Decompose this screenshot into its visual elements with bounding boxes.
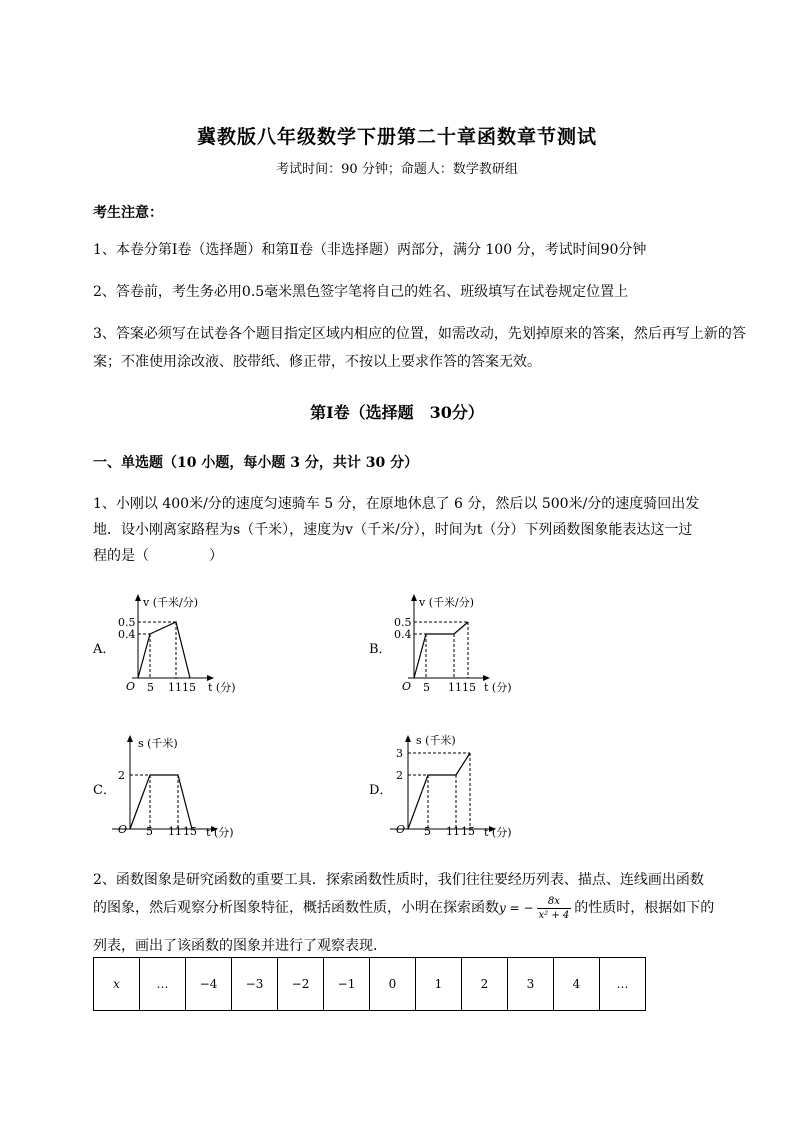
option-a-ytick-1: 0.5: [118, 616, 136, 629]
option-a-label: A．: [93, 642, 116, 657]
option-d-ytick-2: 2: [396, 769, 403, 782]
exam-info: 考试时间：90 分钟；命题人：数学教研组: [276, 162, 518, 177]
table-cell: …: [600, 958, 646, 1011]
option-a-xtick-3: 15: [182, 681, 196, 694]
table-cell: −1: [324, 958, 370, 1011]
formula-lhs: y = −: [499, 901, 534, 915]
option-d-ytick-1: 3: [396, 747, 403, 760]
option-d-ylabel: s (千米): [416, 734, 456, 747]
option-d-xlabel: t (分): [484, 826, 512, 839]
option-c-ytick-1: 2: [118, 769, 125, 782]
option-c-xlabel: t (分): [206, 826, 234, 839]
q1-line-1: 1、小刚以 400米/分的速度匀速骑车 5 分，在原地休息了 6 分，然后以 500米/分的速度骑回出发: [93, 496, 700, 512]
table-cell: −3: [232, 958, 278, 1011]
option-c-xtick-2: 11: [168, 825, 182, 838]
option-c-ylabel: s (千米): [138, 737, 178, 750]
q1-line-2: 地．设小刚离家路程为s（千米），速度为v（千米/分），时间为t（分）下列函数图象能表达这一过: [93, 522, 693, 538]
option-b-origin: O: [402, 680, 412, 693]
section-title: 第Ⅰ卷（选择题 30分）: [310, 403, 484, 422]
table-cell: 4: [554, 958, 600, 1011]
option-b-xlabel: t (分): [484, 681, 512, 694]
option-d-xtick-3: 15: [461, 825, 475, 838]
option-b-xtick-3: 15: [462, 681, 476, 694]
option-a-origin: O: [126, 680, 136, 693]
table-cell: 0: [370, 958, 416, 1011]
option-c-xtick-3: 15: [183, 825, 197, 838]
option-d-label: D．: [369, 783, 393, 798]
table-cell: −2: [278, 958, 324, 1011]
option-b-ylabel: v (千米/分): [419, 596, 474, 609]
option-a-xtick-1: 5: [147, 681, 154, 694]
table-cell: 2: [462, 958, 508, 1011]
option-d-graph: [384, 733, 530, 839]
option-c-origin: O: [118, 823, 128, 836]
q2-line-2-pre: 的图象，然后观察分析图象特征，概括函数性质，小明在探索函数: [93, 900, 499, 916]
option-d-xtick-2: 11: [446, 825, 460, 838]
notice-item-1: 1、本卷分第Ⅰ卷（选择题）和第Ⅱ卷（非选择题）两部分，满分 100 分，考试时间90分钟: [93, 242, 647, 258]
formula-numerator: 8x: [537, 895, 572, 909]
value-table: [93, 957, 646, 1011]
option-c-graph: [106, 733, 252, 839]
option-b-graph: [394, 592, 526, 696]
q2-line-2-post: 的性质时，根据如下的: [574, 900, 715, 916]
table-cell: …: [140, 958, 186, 1011]
q1-line-3: [93, 542, 753, 570]
option-a-graph: [118, 592, 248, 696]
option-d-origin: O: [396, 823, 406, 836]
option-a-xlabel: t (分): [208, 681, 236, 694]
q1-line-3-end: ）: [209, 548, 223, 564]
option-d-xtick-1: 5: [424, 825, 431, 838]
option-b-ytick-2: 0.4: [394, 628, 412, 641]
q2-line-3: 列表，画出了该函数的图象并进行了观察表现．: [93, 938, 387, 954]
q1-line-3-text: 程的是（: [93, 548, 149, 564]
option-b-ytick-1: 0.5: [394, 616, 412, 629]
table-cell: 3: [508, 958, 554, 1011]
table-cell: 1: [416, 958, 462, 1011]
page-title: 冀教版八年级数学下册第二十章函数章节测试: [196, 126, 597, 148]
part-heading: 一、单选题（10 小题，每小题 3 分，共计 30 分）: [93, 455, 419, 471]
notice-item-3: 3、答案必须写在试卷各个题目指定区域内相应的位置，如需改动，先划掉原来的答案，然后再写上新的答案；不准使用涂改液、胶带纸、修正带，不按以上要求作答的答案无效。: [93, 326, 746, 370]
option-b-label: B．: [369, 642, 392, 657]
table-cell: x: [94, 958, 140, 1011]
notice-heading: 考生注意：: [93, 205, 163, 221]
formula-denominator: x² + 4: [538, 909, 570, 921]
option-c-xtick-1: 5: [146, 825, 153, 838]
option-c-label: C．: [93, 783, 116, 798]
table-cell: −4: [186, 958, 232, 1011]
q2-line-2: [93, 894, 753, 922]
q2-line-1: 2、函数图象是研究函数的重要工具．探索函数性质时，我们往往要经历列表、描点、连线画出函数: [93, 872, 704, 888]
option-b-xtick-1: 5: [423, 681, 430, 694]
option-b-xtick-2: 11: [448, 681, 462, 694]
option-a-ylabel: v (千米/分): [143, 596, 198, 609]
table-row: [94, 958, 646, 1011]
formula-fraction: [537, 895, 572, 922]
notice-item-2: 2、答卷前，考生务必用0.5毫米黑色签字笔将自己的姓名、班级填写在试卷规定位置上: [93, 284, 629, 300]
option-a-ytick-2: 0.4: [118, 628, 136, 641]
option-a-xtick-2: 11: [168, 681, 182, 694]
